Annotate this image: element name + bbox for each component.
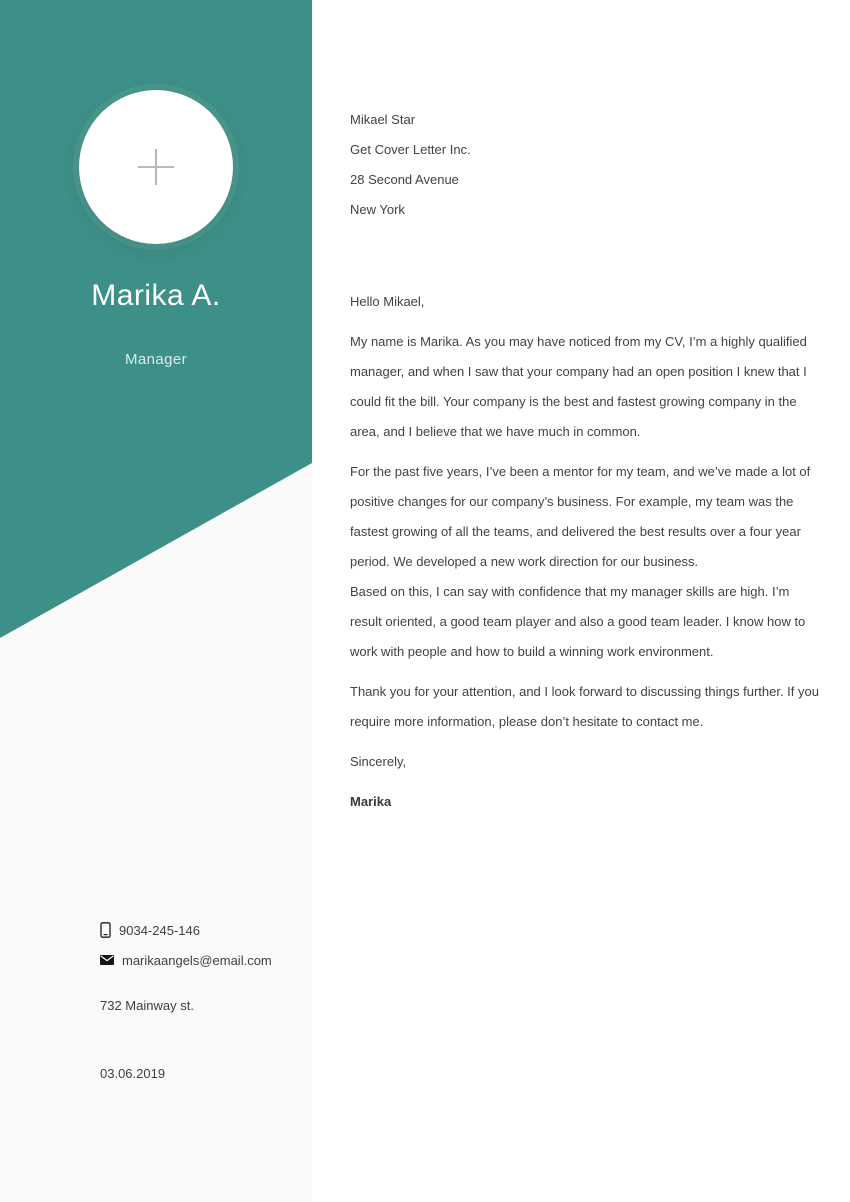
email-address: marikaangels@email.com (122, 952, 272, 968)
recipient-block (350, 105, 820, 225)
signature: Marika (350, 794, 392, 809)
paragraph-skills: Based on this, I can say with confidence that my manager skills are high. I’m result oriented, a good team player and also a good team leader. I know how to work with people and how to build a winning work environment. (350, 584, 806, 659)
person-name: Marika A. (91, 279, 221, 312)
recipient-street: 28 Second Avenue (350, 172, 459, 187)
greeting: Hello Mikael, (350, 294, 425, 309)
contact-block (100, 920, 312, 1090)
paragraph-experience: For the past five years, I’ve been a mentor for my team, and we’ve made a lot of positive changes for our company’s business. For example, my team was the fastest growing of all the teams, and delivered the best results over a four year period. We developed a new work direction for our business. (350, 464, 811, 569)
letter-date: 03.06.2019 (100, 1066, 166, 1081)
paragraph-intro: My name is Marika. As you may have noticed from my CV, I’m a highly qualified manager, and when I saw that your company had an open position I knew that I could fit the bill. Your company is the best and fastest growing company in the area, and I believe that we have much in common. (350, 334, 807, 439)
avatar-photo-placeholder[interactable] (79, 90, 233, 244)
sidebar (0, 0, 312, 1202)
closing: Sincerely, (350, 754, 407, 769)
phone-number: 9034-245-146 (119, 922, 200, 938)
recipient-company: Get Cover Letter Inc. (350, 142, 471, 157)
recipient-name: Mikael Star (350, 112, 416, 127)
phone-icon (100, 922, 111, 938)
street-address: 732 Mainway st. (100, 998, 194, 1013)
phone-row (100, 920, 200, 940)
email-row (100, 950, 272, 970)
job-title: Manager (124, 351, 187, 368)
email-icon (100, 955, 114, 965)
recipient-city: New York (350, 202, 405, 217)
paragraph-thanks: Thank you for your attention, and I look forward to discussing things further. If you require more information, please don’t hesitate to contact me. (350, 684, 819, 729)
letter-body (350, 287, 820, 827)
add-photo-plus-icon[interactable] (135, 146, 177, 188)
